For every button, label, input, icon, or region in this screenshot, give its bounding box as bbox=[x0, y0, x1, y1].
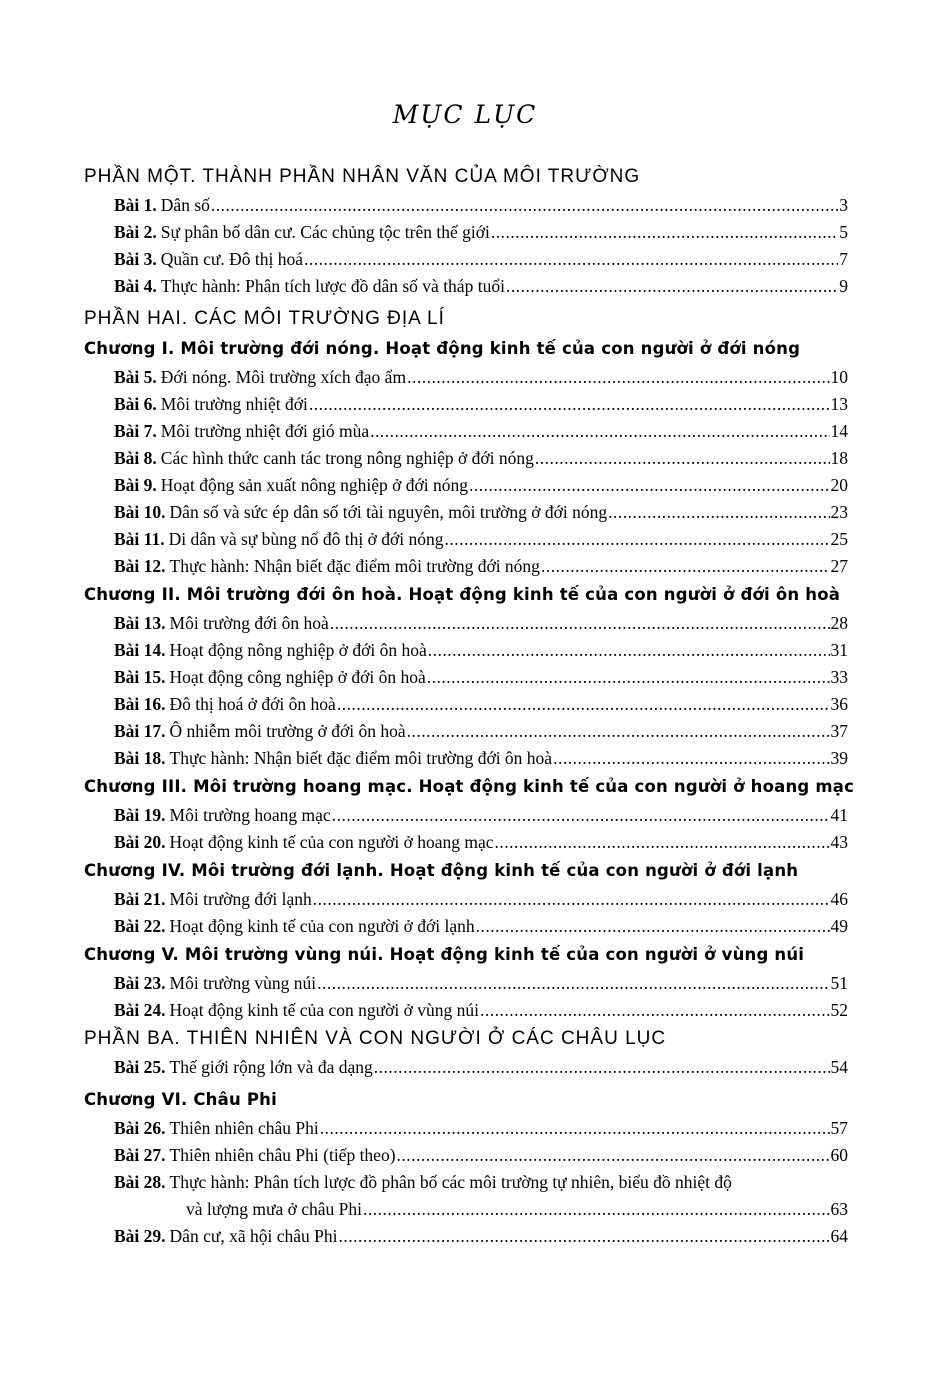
page-number: 7 bbox=[839, 249, 848, 269]
toc-entry bbox=[114, 718, 848, 745]
toc-entry bbox=[114, 499, 848, 526]
lesson-number: Bài 25. bbox=[114, 1057, 166, 1077]
lesson-title: Thực hành: Nhận biết đặc điểm môi trường đới nóng bbox=[169, 556, 540, 576]
lesson-number: Bài 1. bbox=[114, 195, 157, 215]
dot-leader bbox=[476, 913, 830, 940]
lesson-title: Thiên nhiên châu Phi bbox=[169, 1118, 319, 1138]
dot-leader bbox=[332, 802, 830, 829]
dot-leader bbox=[338, 1223, 829, 1250]
toc-entry bbox=[114, 610, 848, 637]
lesson-number: Bài 4. bbox=[114, 276, 157, 296]
page-number: 20 bbox=[830, 475, 848, 495]
page-number: 52 bbox=[830, 1000, 848, 1020]
lesson-title: Thế giới rộng lớn và đa dạng bbox=[169, 1057, 373, 1077]
page-number: 18 bbox=[830, 448, 848, 468]
lesson-number: Bài 19. bbox=[114, 805, 166, 825]
lesson-title: Thực hành: Phân tích lược đồ dân số và tháp tuổi bbox=[160, 276, 505, 296]
dot-leader bbox=[317, 970, 829, 997]
dot-leader bbox=[469, 472, 829, 499]
dot-leader bbox=[427, 664, 830, 691]
toc-entry-line bbox=[114, 1196, 848, 1223]
page-number: 49 bbox=[830, 916, 848, 936]
page-number: 64 bbox=[830, 1226, 848, 1246]
dot-leader bbox=[337, 691, 830, 718]
lesson-title: Thực hành: Phân tích lược đồ phân bố các môi trường tự nhiên, biểu đồ nhiệt độ bbox=[169, 1172, 732, 1192]
part-heading: PHẦN BA. THIÊN NHIÊN VÀ CON NGƯỜI Ở CÁC CHÂU LỤC bbox=[84, 1028, 667, 1049]
page-number: 60 bbox=[830, 1145, 848, 1165]
toc-entry bbox=[114, 1054, 848, 1081]
dot-leader bbox=[304, 246, 838, 273]
dot-leader bbox=[535, 445, 830, 472]
chapter-heading: Chương III. Môi trường hoang mạc. Hoạt động kinh tế của con người ở hoang mạc bbox=[84, 777, 855, 796]
chapter-heading: Chương V. Môi trường vùng núi. Hoạt động kinh tế của con người ở vùng núi bbox=[84, 945, 805, 964]
dot-leader bbox=[374, 1054, 830, 1081]
lesson-title: Dân cư, xã hội châu Phi bbox=[169, 1226, 338, 1246]
dot-leader bbox=[541, 553, 830, 580]
dot-leader bbox=[495, 829, 830, 856]
toc-entry bbox=[114, 886, 848, 913]
dot-leader bbox=[363, 1196, 830, 1223]
toc-entry bbox=[114, 526, 848, 553]
toc-entry bbox=[114, 364, 848, 391]
dot-leader bbox=[313, 886, 830, 913]
page-number: 5 bbox=[839, 222, 848, 242]
lesson-number: Bài 13. bbox=[114, 613, 166, 633]
page-number: 13 bbox=[830, 394, 848, 414]
part-heading: PHẦN HAI. CÁC MÔI TRƯỜNG ĐỊA LÍ bbox=[84, 308, 445, 329]
lesson-title: Hoạt động sản xuất nông nghiệp ở đới nóng bbox=[160, 475, 469, 495]
dot-leader bbox=[506, 273, 838, 300]
lesson-number: Bài 2. bbox=[114, 222, 157, 242]
page-title: MỤC LỤC bbox=[392, 100, 538, 129]
lesson-title: Hoạt động công nghiệp ở đới ôn hoà bbox=[169, 667, 426, 687]
lesson-title: Ô nhiễm môi trường ở đới ôn hoà bbox=[169, 721, 406, 741]
lesson-number: Bài 27. bbox=[114, 1145, 166, 1165]
lesson-title: Thiên nhiên châu Phi (tiếp theo) bbox=[169, 1145, 396, 1165]
lesson-title: Hoạt động kinh tế của con người ở đới lạnh bbox=[169, 916, 475, 936]
page-number: 54 bbox=[830, 1057, 848, 1077]
page-number: 51 bbox=[830, 973, 848, 993]
lesson-number: Bài 20. bbox=[114, 832, 166, 852]
page-number: 41 bbox=[830, 805, 848, 825]
page-number: 43 bbox=[830, 832, 848, 852]
lesson-number: Bài 23. bbox=[114, 973, 166, 993]
lesson-number: Bài 12. bbox=[114, 556, 166, 576]
toc-entry bbox=[114, 1115, 848, 1142]
dot-leader bbox=[309, 391, 830, 418]
dot-leader bbox=[491, 219, 838, 246]
lesson-title: Môi trường vùng núi bbox=[169, 973, 317, 993]
lesson-title: Môi trường nhiệt đới gió mùa bbox=[160, 421, 370, 441]
toc-entry bbox=[114, 553, 848, 580]
lesson-number: Bài 6. bbox=[114, 394, 157, 414]
lesson-number: Bài 10. bbox=[114, 502, 166, 522]
toc-entry bbox=[114, 1169, 848, 1223]
page-number: 36 bbox=[830, 694, 848, 714]
chapter-heading: Chương I. Môi trường đới nóng. Hoạt động kinh tế của con người ở đới nóng bbox=[84, 339, 801, 358]
part-heading: PHẦN MỘT. THÀNH PHẦN NHÂN VĂN CỦA MÔI TRƯỜNG bbox=[84, 166, 641, 187]
toc-entry bbox=[114, 445, 848, 472]
lesson-number: Bài 16. bbox=[114, 694, 166, 714]
toc-entry bbox=[114, 273, 848, 300]
lesson-number: Bài 5. bbox=[114, 367, 157, 387]
page-number: 31 bbox=[830, 640, 848, 660]
page-number: 10 bbox=[830, 367, 848, 387]
lesson-number: Bài 8. bbox=[114, 448, 157, 468]
dot-leader bbox=[397, 1142, 830, 1169]
toc-entry bbox=[114, 418, 848, 445]
toc-entry bbox=[114, 691, 848, 718]
lesson-number: Bài 24. bbox=[114, 1000, 166, 1020]
lesson-title: Dân số bbox=[160, 195, 210, 215]
dot-leader bbox=[330, 610, 830, 637]
lesson-number: Bài 21. bbox=[114, 889, 166, 909]
lesson-title: Thực hành: Nhận biết đặc điểm môi trường đới ôn hoà bbox=[169, 748, 553, 768]
table-of-contents bbox=[84, 162, 855, 1250]
lesson-title: Sự phân bố dân cư. Các chủng tộc trên thế giới bbox=[160, 222, 490, 242]
lesson-number: Bài 29. bbox=[114, 1226, 166, 1246]
page-number: 46 bbox=[830, 889, 848, 909]
lesson-title: Hoạt động kinh tế của con người ở vùng núi bbox=[169, 1000, 479, 1020]
lesson-title: Môi trường hoang mạc bbox=[169, 805, 331, 825]
toc-entry bbox=[114, 1142, 848, 1169]
toc-entry bbox=[114, 997, 848, 1024]
lesson-title: Di dân và sự bùng nổ đô thị ở đới nóng bbox=[168, 529, 444, 549]
dot-leader bbox=[320, 1115, 830, 1142]
lesson-number: Bài 15. bbox=[114, 667, 166, 687]
chapter-heading: Chương VI. Châu Phi bbox=[84, 1090, 277, 1109]
lesson-title: Môi trường đới lạnh bbox=[169, 889, 312, 909]
toc-entry bbox=[114, 219, 848, 246]
toc-entry bbox=[114, 472, 848, 499]
dot-leader bbox=[407, 364, 829, 391]
lesson-number: Bài 28. bbox=[114, 1172, 166, 1192]
toc-entry bbox=[114, 664, 848, 691]
dot-leader bbox=[445, 526, 830, 553]
toc-entry bbox=[114, 391, 848, 418]
page-number: 33 bbox=[830, 667, 848, 687]
lesson-title: Quần cư. Đô thị hoá bbox=[160, 249, 303, 269]
toc-entry bbox=[114, 829, 848, 856]
lesson-title: Đô thị hoá ở đới ôn hoà bbox=[169, 694, 336, 714]
lesson-number: Bài 18. bbox=[114, 748, 166, 768]
dot-leader bbox=[608, 499, 829, 526]
page-number: 25 bbox=[830, 529, 848, 549]
toc-entry bbox=[114, 637, 848, 664]
toc-entry bbox=[114, 970, 848, 997]
dot-leader bbox=[553, 745, 829, 772]
dot-leader bbox=[407, 718, 830, 745]
lesson-title: Dân số và sức ép dân số tới tài nguyên, môi trường ở đới nóng bbox=[169, 502, 608, 522]
lesson-number: Bài 14. bbox=[114, 640, 166, 660]
lesson-title: Các hình thức canh tác trong nông nghiệp ở đới nóng bbox=[160, 448, 534, 468]
dot-leader bbox=[370, 418, 829, 445]
toc-entry bbox=[114, 802, 848, 829]
dot-leader bbox=[211, 192, 838, 219]
lesson-number: Bài 26. bbox=[114, 1118, 166, 1138]
lesson-number: Bài 9. bbox=[114, 475, 157, 495]
lesson-number: Bài 22. bbox=[114, 916, 166, 936]
toc-entry bbox=[114, 1223, 848, 1250]
chapter-heading: Chương IV. Môi trường đới lạnh. Hoạt động kinh tế của con người ở đới lạnh bbox=[84, 861, 799, 880]
page-number: 9 bbox=[839, 276, 848, 296]
lesson-title: Môi trường nhiệt đới bbox=[160, 394, 308, 414]
lesson-number: Bài 17. bbox=[114, 721, 166, 741]
page-number: 28 bbox=[830, 613, 848, 633]
page-number: 57 bbox=[830, 1118, 848, 1138]
dot-leader bbox=[480, 997, 830, 1024]
page-number: 14 bbox=[830, 421, 848, 441]
page-number: 37 bbox=[830, 721, 848, 741]
dot-leader bbox=[428, 637, 830, 664]
lesson-title: Môi trường đới ôn hoà bbox=[169, 613, 329, 633]
lesson-title: Hoạt động nông nghiệp ở đới ôn hoà bbox=[169, 640, 427, 660]
page-number: 23 bbox=[830, 502, 848, 522]
toc-entry bbox=[114, 913, 848, 940]
lesson-title: Hoạt động kinh tế của con người ở hoang mạc bbox=[169, 832, 494, 852]
lesson-number: Bài 3. bbox=[114, 249, 157, 269]
lesson-title-continued: và lượng mưa ở châu Phi bbox=[186, 1199, 362, 1219]
toc-entry bbox=[114, 246, 848, 273]
page-number: 27 bbox=[830, 556, 848, 576]
page-number: 3 bbox=[839, 195, 848, 215]
lesson-number: Bài 7. bbox=[114, 421, 157, 441]
page-number: 39 bbox=[830, 748, 848, 768]
page-number: 63 bbox=[830, 1199, 848, 1219]
lesson-number: Bài 11. bbox=[114, 529, 165, 549]
toc-entry bbox=[114, 745, 848, 772]
chapter-heading: Chương II. Môi trường đới ôn hoà. Hoạt động kinh tế của con người ở đới ôn hoà bbox=[84, 585, 841, 604]
lesson-title: Đới nóng. Môi trường xích đạo ẩm bbox=[160, 367, 407, 387]
toc-entry-line bbox=[114, 1169, 848, 1196]
toc-entry bbox=[114, 192, 848, 219]
